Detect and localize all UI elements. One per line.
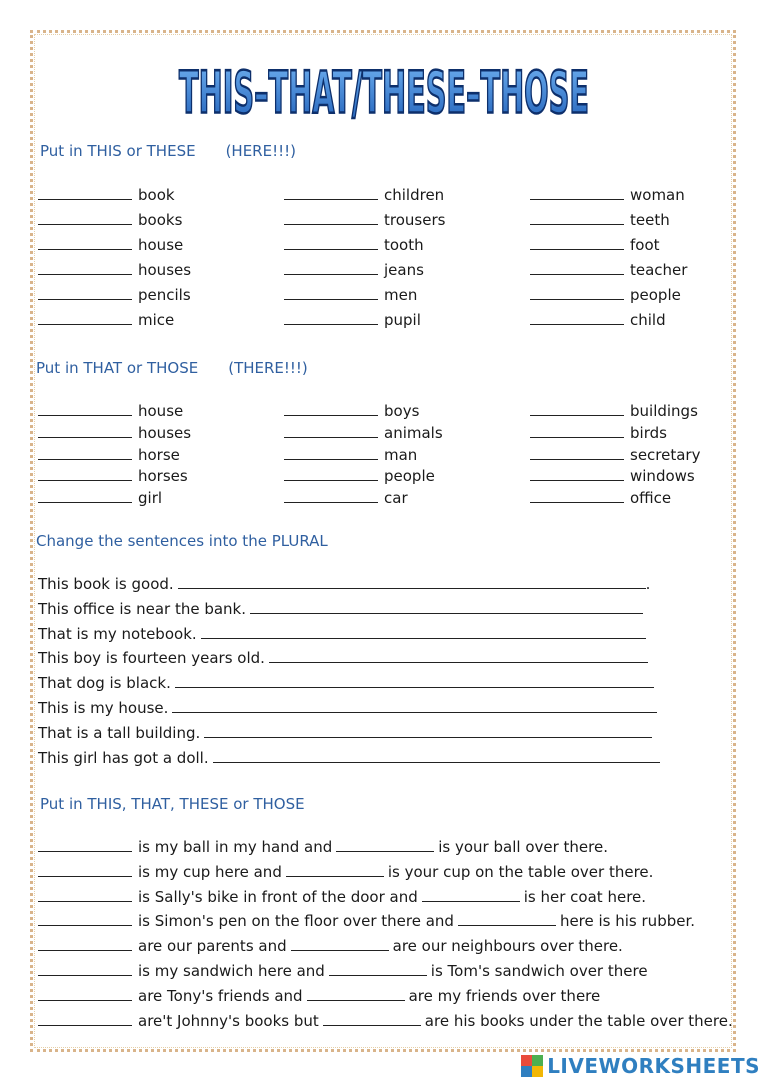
sentence-row: [38, 748, 660, 768]
word-item: [38, 185, 175, 205]
answer-blank[interactable]: [329, 961, 427, 976]
answer-blank[interactable]: [38, 936, 132, 951]
word-label: foot: [630, 236, 660, 254]
word-item: [530, 310, 666, 330]
sentence-text: This book is good.: [38, 575, 174, 593]
answer-blank[interactable]: [38, 961, 132, 976]
exercise-row: [38, 887, 646, 907]
exercise-row: [38, 1011, 733, 1031]
answer-blank[interactable]: [38, 445, 132, 460]
word-item: [284, 310, 421, 330]
sentence-end: .: [645, 575, 651, 593]
answer-line[interactable]: [175, 673, 654, 688]
sentence-text: This boy is fourteen years old.: [38, 649, 265, 668]
answer-blank[interactable]: [38, 310, 132, 325]
exercise-text: is Simon's pen on the floor over there and: [138, 912, 454, 931]
answer-blank[interactable]: [530, 423, 624, 438]
answer-blank[interactable]: [530, 285, 624, 300]
exercise-text: is my ball in my hand and: [138, 838, 333, 856]
word-label: office: [630, 489, 672, 508]
word-item: [284, 401, 419, 421]
answer-blank[interactable]: [336, 837, 434, 852]
word-label: horses: [138, 467, 188, 486]
word-item: [530, 488, 671, 508]
section2-heading-text: Put in THAT or THOSE: [36, 359, 199, 377]
word-item: [284, 185, 444, 205]
word-item: [38, 235, 183, 255]
exercise-text: are Tony's friends and: [138, 986, 303, 1005]
sentence-row: [38, 673, 654, 693]
sentence-row: [38, 574, 650, 594]
answer-blank[interactable]: [284, 210, 378, 225]
answer-blank[interactable]: [38, 911, 132, 926]
logo-text: LIVEWORKSHEETS: [547, 1054, 760, 1078]
answer-blank[interactable]: [284, 488, 378, 503]
answer-blank[interactable]: [286, 862, 384, 877]
answer-blank[interactable]: [38, 887, 132, 902]
section4-heading-text: Put in THIS, THAT, THESE or THOSE: [40, 795, 305, 813]
word-item: [38, 401, 183, 421]
word-label: teacher: [630, 261, 688, 279]
answer-line[interactable]: [201, 624, 646, 639]
answer-blank[interactable]: [284, 185, 378, 200]
word-label: books: [138, 211, 183, 229]
answer-blank[interactable]: [284, 445, 378, 460]
answer-blank[interactable]: [38, 185, 132, 200]
sentence-row: [38, 599, 643, 619]
word-item: [284, 466, 435, 486]
sentence-text: This girl has got a doll.: [38, 748, 209, 767]
word-item: [284, 210, 445, 230]
word-label: teeth: [630, 211, 670, 229]
answer-blank[interactable]: [530, 185, 624, 200]
word-label: boys: [384, 402, 420, 420]
title-text: THIS–THAT/THESE–THOSE: [179, 60, 589, 124]
word-item: [284, 423, 443, 443]
sentence-text: This is my house.: [38, 699, 169, 717]
sentence-text: That dog is black.: [38, 674, 171, 693]
word-label: secretary: [630, 445, 701, 464]
sentence-row: [38, 624, 646, 644]
answer-blank[interactable]: [422, 887, 520, 902]
answer-blank[interactable]: [38, 210, 132, 225]
section1-heading-text: Put in THIS or THESE: [40, 142, 196, 160]
answer-blank[interactable]: [530, 310, 624, 325]
answer-blank[interactable]: [38, 401, 132, 416]
answer-blank[interactable]: [291, 936, 389, 951]
exercise-text: are't Johnny's books but: [138, 1011, 319, 1030]
sentence-text: This office is near the bank.: [38, 599, 247, 618]
answer-blank[interactable]: [38, 837, 132, 852]
word-item: [38, 488, 162, 508]
word-label: girl: [138, 489, 163, 508]
answer-blank[interactable]: [323, 1011, 421, 1026]
word-label: people: [630, 286, 681, 304]
word-item: [38, 445, 180, 465]
word-item: [284, 445, 417, 465]
answer-blank[interactable]: [530, 401, 624, 416]
section1-heading: [40, 142, 296, 160]
word-item: [284, 488, 408, 508]
word-item: [38, 260, 191, 280]
answer-blank[interactable]: [307, 986, 405, 1001]
word-item: [530, 285, 681, 305]
answer-line[interactable]: [178, 574, 646, 589]
answer-blank[interactable]: [284, 310, 378, 325]
word-item: [284, 260, 424, 280]
exercise-text: are my friends over there: [408, 986, 601, 1005]
word-item: [38, 466, 188, 486]
word-item: [530, 423, 667, 443]
word-label: animals: [384, 423, 443, 442]
word-label: tooth: [384, 236, 424, 254]
sentence-row: [38, 648, 648, 668]
answer-blank[interactable]: [38, 466, 132, 481]
answer-blank[interactable]: [530, 488, 624, 503]
section2-heading: [36, 359, 308, 377]
answer-line[interactable]: [250, 599, 643, 614]
answer-blank[interactable]: [284, 285, 378, 300]
answer-blank[interactable]: [284, 466, 378, 481]
word-label: houses: [138, 423, 192, 442]
logo-mark-icon: [521, 1055, 543, 1077]
word-item: [530, 235, 660, 255]
word-label: men: [384, 286, 418, 304]
exercise-row: [38, 837, 608, 857]
exercise-text: are our neighbours over there.: [392, 937, 623, 956]
word-item: [530, 466, 695, 486]
answer-blank[interactable]: [458, 911, 556, 926]
answer-line[interactable]: [204, 723, 652, 738]
answer-blank[interactable]: [38, 423, 132, 438]
exercise-text: is your ball over there.: [438, 838, 608, 856]
exercise-text: is my cup here and: [138, 862, 282, 881]
answer-blank[interactable]: [284, 401, 378, 416]
exercise-text: is my sandwich here and: [138, 962, 325, 980]
word-item: [38, 310, 174, 330]
word-label: birds: [630, 423, 667, 442]
word-item: [530, 185, 685, 205]
word-item: [38, 423, 191, 443]
liveworksheets-logo: [521, 1053, 760, 1079]
sentence-row: [38, 723, 652, 743]
exercise-row: [38, 862, 653, 882]
section4-heading: [40, 795, 305, 813]
word-label: house: [138, 402, 184, 420]
word-label: house: [138, 236, 184, 254]
answer-blank[interactable]: [38, 1011, 132, 1026]
answer-blank[interactable]: [530, 466, 624, 481]
section2-note: (THERE!!!): [228, 359, 308, 377]
exercise-row: [38, 936, 623, 956]
word-label: mice: [138, 311, 175, 329]
word-label: woman: [630, 186, 685, 204]
answer-blank[interactable]: [284, 423, 378, 438]
answer-blank[interactable]: [530, 235, 624, 250]
answer-line[interactable]: [213, 748, 660, 763]
worksheet-title: [172, 52, 596, 124]
word-label: windows: [630, 467, 695, 486]
answer-blank[interactable]: [38, 285, 132, 300]
answer-blank[interactable]: [284, 260, 378, 275]
answer-blank[interactable]: [284, 235, 378, 250]
word-item: [284, 285, 417, 305]
word-label: jeans: [384, 261, 424, 279]
word-item: [530, 401, 698, 421]
word-item: [530, 260, 687, 280]
answer-blank[interactable]: [38, 488, 132, 503]
word-label: buildings: [630, 402, 698, 420]
exercise-text: are his books under the table over there.: [424, 1011, 733, 1030]
answer-blank[interactable]: [38, 260, 132, 275]
section3-heading-text: Change the sentences into the PLURAL: [36, 532, 328, 550]
exercise-text: is her coat here.: [523, 887, 647, 906]
answer-blank[interactable]: [38, 986, 132, 1001]
exercise-row: [38, 986, 600, 1006]
answer-blank[interactable]: [530, 260, 624, 275]
word-item: [530, 210, 670, 230]
word-label: pencils: [138, 286, 191, 304]
exercise-text: is your cup on the table over there.: [387, 862, 654, 881]
answer-blank[interactable]: [530, 445, 624, 460]
section3-heading: [36, 532, 328, 550]
word-label: pupil: [384, 311, 421, 329]
word-label: trousers: [384, 211, 446, 229]
answer-line[interactable]: [269, 648, 648, 663]
exercise-row: [38, 961, 648, 981]
answer-line[interactable]: [172, 698, 657, 713]
exercise-row: [38, 911, 695, 931]
answer-blank[interactable]: [38, 862, 132, 877]
sentence-text: That is a tall building.: [38, 723, 201, 742]
answer-blank[interactable]: [38, 235, 132, 250]
title-wordart: [172, 52, 596, 124]
word-label: child: [630, 311, 666, 329]
word-label: man: [384, 445, 418, 464]
word-label: people: [384, 467, 435, 486]
word-item: [38, 285, 191, 305]
word-label: houses: [138, 261, 192, 279]
word-label: book: [138, 186, 175, 204]
word-label: children: [384, 186, 445, 204]
word-item: [284, 235, 424, 255]
word-label: horse: [138, 445, 180, 464]
word-item: [530, 445, 700, 465]
exercise-text: is Sally's bike in front of the door and: [138, 887, 418, 906]
section1-note: (HERE!!!): [225, 142, 296, 160]
exercise-text: are our parents and: [138, 937, 287, 956]
exercise-text: is Tom's sandwich over there: [430, 962, 648, 980]
sentence-text: That is my notebook.: [38, 624, 197, 643]
sentence-row: [38, 698, 657, 718]
answer-blank[interactable]: [530, 210, 624, 225]
exercise-text: here is his rubber.: [559, 912, 696, 931]
word-label: car: [384, 489, 408, 508]
word-item: [38, 210, 182, 230]
